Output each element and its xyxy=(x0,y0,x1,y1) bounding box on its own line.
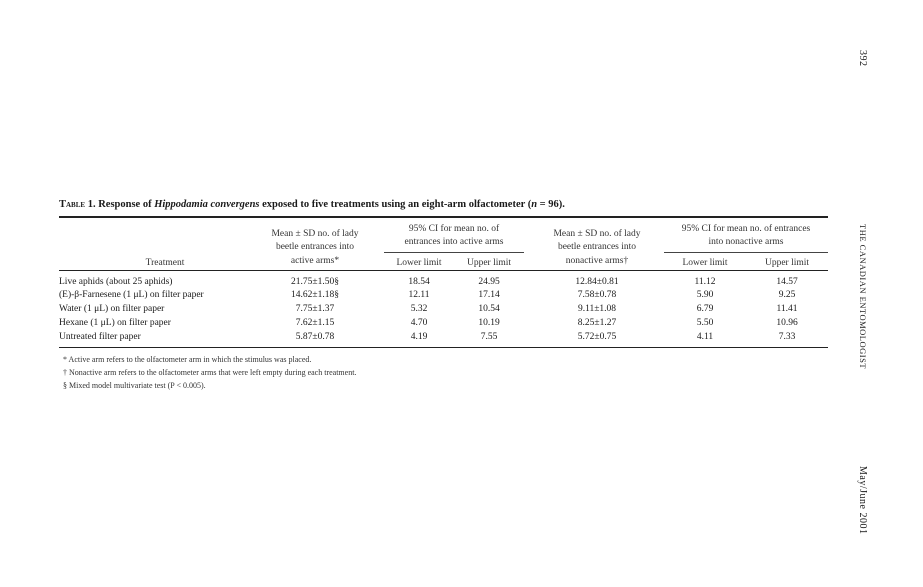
header-ci-active-line1: 95% CI for mean no. of xyxy=(408,224,500,234)
journal-title: THE CANADIAN ENTOMOLOGIST xyxy=(858,224,868,370)
table-row-ci-nonactive-upper: 14.57 xyxy=(776,277,798,287)
header-bottom-rule xyxy=(59,270,828,271)
table-row-mean-active: 7.62±1.15 xyxy=(295,318,335,328)
table-row-mean-nonactive: 7.58±0.78 xyxy=(577,290,617,300)
table-row-ci-active-upper: 17.14 xyxy=(478,290,500,300)
table-row-ci-active-lower: 4.70 xyxy=(410,318,428,328)
table-row-mean-nonactive: 12.84±0.81 xyxy=(575,277,619,287)
table-row-ci-active-upper: 10.54 xyxy=(478,304,500,314)
header-mean-active-line2: beetle entrances into xyxy=(275,242,355,252)
table-row-ci-nonactive-lower: 5.90 xyxy=(696,290,714,300)
table-row-ci-active-lower: 18.54 xyxy=(408,277,430,287)
header-mean-active-line1: Mean ± SD no. of lady xyxy=(271,229,359,239)
table-row-mean-nonactive: 8.25±1.27 xyxy=(577,318,617,328)
ci-active-underline xyxy=(384,252,524,253)
table-row-ci-nonactive-upper: 11.41 xyxy=(776,304,798,314)
caption-n-symbol: n xyxy=(531,199,538,210)
table-row-ci-nonactive-lower: 4.11 xyxy=(696,332,714,342)
footnote-statistical-test: § Mixed model multivariate test (P < 0.005). xyxy=(63,381,206,390)
table-top-rule xyxy=(59,216,828,218)
ci-nonactive-underline xyxy=(664,252,828,253)
header-ci-active-line2: entrances into active arms xyxy=(404,237,504,247)
caption-text-after: exposed to five treatments using an eight-arm olfactometer ( xyxy=(259,199,532,210)
header-ci-nonactive-line1: 95% CI for mean no. of entrances xyxy=(681,224,811,234)
table-label: Table 1. xyxy=(59,199,96,210)
header-treatment: Treatment xyxy=(145,258,185,268)
table-bottom-rule xyxy=(59,347,828,348)
table-row-ci-active-lower: 4.19 xyxy=(410,332,428,342)
table-row-ci-nonactive-lower: 6.79 xyxy=(696,304,714,314)
page-number: 392 xyxy=(857,50,868,67)
table-row-ci-active-lower: 12.11 xyxy=(408,290,430,300)
table-row-ci-active-upper: 24.95 xyxy=(478,277,500,287)
header-ci-nonactive-upper: Upper limit xyxy=(764,258,810,268)
table-row-mean-active: 7.75±1.37 xyxy=(295,304,335,314)
caption-species: Hippodamia convergens xyxy=(154,199,260,210)
header-mean-nonactive-line3: nonactive arms† xyxy=(565,256,629,266)
table-row-ci-active-upper: 7.55 xyxy=(480,332,498,342)
table-row-treatment: Hexane (1 μL) on filter paper xyxy=(59,318,171,328)
footnote-active-arm: * Active arm refers to the olfactometer arm in which the stimulus was placed. xyxy=(63,355,312,364)
table-row-ci-nonactive-upper: 9.25 xyxy=(778,290,796,300)
caption-text-end: = 96). xyxy=(537,199,565,210)
header-mean-nonactive-line2: beetle entrances into xyxy=(557,242,637,252)
table-caption xyxy=(59,199,565,210)
header-ci-nonactive-line2: into nonactive arms xyxy=(708,237,784,247)
table-row-ci-nonactive-lower: 5.50 xyxy=(696,318,714,328)
header-ci-nonactive-lower: Lower limit xyxy=(682,258,728,268)
table-row-mean-nonactive: 9.11±1.08 xyxy=(577,304,617,314)
issue-date: May/June 2001 xyxy=(857,466,868,535)
table-row-ci-nonactive-upper: 7.33 xyxy=(778,332,796,342)
header-ci-active-upper: Upper limit xyxy=(466,258,512,268)
table-row-treatment: Live aphids (about 25 aphids) xyxy=(59,277,173,287)
table-row-treatment: Water (1 μL) on filter paper xyxy=(59,304,165,314)
table-row-ci-active-upper: 10.19 xyxy=(478,318,500,328)
header-mean-active-line3: active arms* xyxy=(290,256,340,266)
table-row-mean-nonactive: 5.72±0.75 xyxy=(577,332,617,342)
table-row-mean-active: 14.62±1.18§ xyxy=(291,290,339,300)
table-row-ci-active-lower: 5.32 xyxy=(410,304,428,314)
table-row-mean-active: 5.87±0.78 xyxy=(295,332,335,342)
table-row-treatment: (E)-β-Farnesene (1 μL) on filter paper xyxy=(59,290,204,300)
table-row-ci-nonactive-lower: 11.12 xyxy=(694,277,716,287)
table-row-mean-active: 21.75±1.50§ xyxy=(291,277,339,287)
footnote-nonactive-arm: † Nonactive arm refers to the olfactometer arms that were left empty during each treatment. xyxy=(63,368,357,377)
caption-text-before: Response of xyxy=(98,199,155,210)
table-row-treatment: Untreated filter paper xyxy=(59,332,141,342)
header-mean-nonactive-line1: Mean ± SD no. of lady xyxy=(553,229,641,239)
header-ci-active-lower: Lower limit xyxy=(396,258,442,268)
table-row-ci-nonactive-upper: 10.96 xyxy=(776,318,798,328)
